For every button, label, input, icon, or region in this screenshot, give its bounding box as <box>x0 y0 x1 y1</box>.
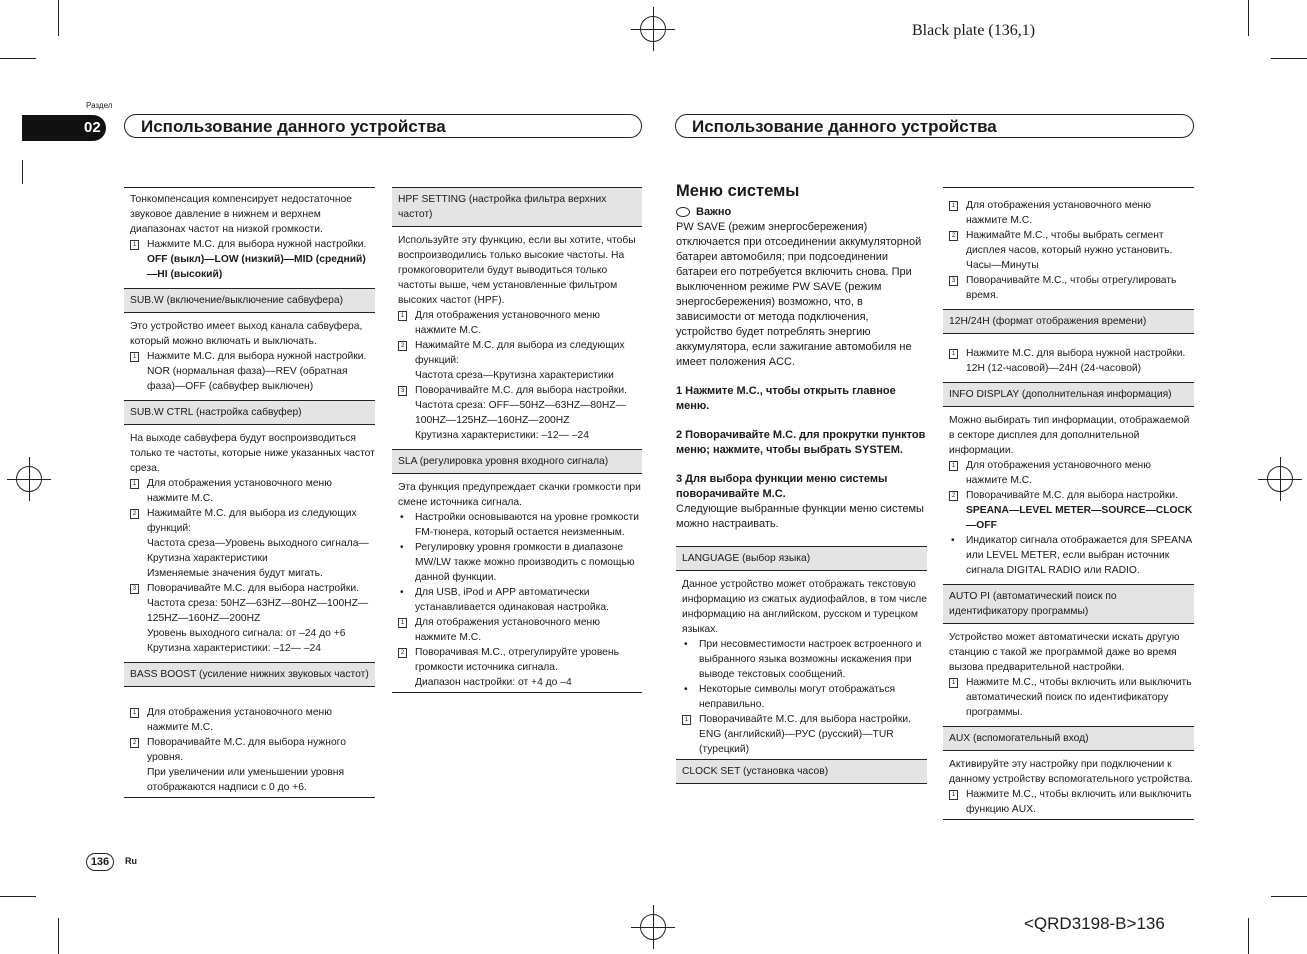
step-detail: Диапазон настройки: от +4 до –4 <box>392 675 642 693</box>
list-item: 1 Для отображения установочного меню нажмите M.C. <box>392 615 642 645</box>
list-item: 2 Поворачивайте M.C. для выбора настройки. <box>943 488 1194 503</box>
main-step: 1 Нажмите M.C., чтобы открыть главное меню. <box>676 385 896 412</box>
section-header: CLOCK SET (установка часов) <box>676 759 927 784</box>
plate-label: Black plate (136,1) <box>912 22 1036 39</box>
step-number-icon: 2 <box>398 341 407 351</box>
section-number: 02 <box>84 119 101 136</box>
paragraph: Используйте эту функцию, если вы хотите, чтобы воспроизводились только высокие частоты. На громкоговорители будут выводиться только частоты выше, чем установленные фильтром высоких частот (HPF). <box>398 235 636 306</box>
step-number-icon: 2 <box>949 491 958 501</box>
language-label: Ru <box>125 856 137 866</box>
loudness-intro: Тонкомпенсация компенсирует недостаточное звуковое давление в нижнем и верхнем диапазонах частот на низкой громкости. <box>130 194 352 235</box>
step-number-icon: 1 <box>682 715 691 725</box>
list-item: 2 Нажимайте M.C. для выбора из следующих функций: <box>392 338 642 368</box>
paragraph: Активируйте эту настройку при подключении к данному устройству вспомогательного устройства. <box>949 759 1193 785</box>
registration-mark <box>16 466 42 492</box>
bullet-item: • Индикатор сигнала отображается для SPEANA или LEVEL METER, если выбран источник сигнала DIGITAL RADIO или RADIO. <box>943 533 1194 578</box>
list-item: 2 Нажимайте M.C., чтобы выбрать сегмент дисплея часов, который нужно установить. <box>943 228 1194 258</box>
list-item: 2 Поворачивая M.C., отрегулируйте уровень громкости источника сигнала. <box>392 645 642 675</box>
registration-mark <box>640 914 666 940</box>
crop-mark <box>58 918 59 954</box>
step-detail: Частота среза—Уровень выходного сигнала—Крутизна характеристики <box>147 538 369 564</box>
section-header: BASS BOOST (усиление нижних звуковых частот) <box>124 662 375 687</box>
section-tab <box>22 115 106 141</box>
important-label: Важно <box>676 205 927 220</box>
step-number-icon: 1 <box>949 201 958 211</box>
section-label: Раздел <box>86 101 113 110</box>
crop-mark <box>1248 918 1249 954</box>
main-step: 2 Поворачивайте M.C. для прокрутки пунктов меню; нажмите, чтобы выбрать SYSTEM. <box>676 429 926 456</box>
step-detail: ENG (английский)—РУС (русский)—TUR (турецкий) <box>699 729 894 755</box>
step-detail: Крутизна характеристики: –12— –24 <box>147 643 321 654</box>
list-item: 3 Поворачивайте M.C. для выбора настройки. <box>124 581 375 596</box>
paragraph: Данное устройство может отображать текстовую информацию из сжатых аудиофайлов, в том числе информацию на английском, русском и турецком языках. <box>682 579 928 635</box>
bullet-item: • Для USB, iPod и APP автоматически устанавливается одинаковая настройка. <box>392 585 642 615</box>
header-right: Использование данного устройства <box>675 114 1194 138</box>
list-item: 1 Для отображения установочного меню нажмите M.C. <box>124 476 375 506</box>
list-item: 1 Нажмите M.C. для выбора нужной настройки. <box>943 346 1194 361</box>
list-item: 1 Поворачивайте M.C. для выбора настройки. <box>676 712 927 727</box>
main-step: 3 Для выбора функции меню системы поворачивайте M.C. <box>676 473 888 500</box>
step-number-icon: 3 <box>130 584 139 594</box>
step-detail: 12H (12-часовой)—24H (24-часовой) <box>966 363 1142 374</box>
step-number-icon: 1 <box>130 479 139 489</box>
paragraph: Устройство может автоматически искать другую станцию с такой же программой даже во время вызова предварительной настройки. <box>949 632 1180 673</box>
step-detail: Частота среза: OFF—50HZ—63HZ—80HZ—100HZ—125HZ—160HZ—200HZ <box>415 400 626 426</box>
bullet-item: • Некоторые символы могут отображаться неправильно. <box>676 682 927 712</box>
crop-mark <box>1248 0 1249 36</box>
step-detail: При увеличении или уменьшении уровня отображаются надписи с 0 до +6. <box>124 765 375 798</box>
step-number-icon: 3 <box>949 276 958 286</box>
crop-mark <box>58 0 59 36</box>
step-detail: Уровень выходного сигнала: от –24 до +6 <box>147 628 346 639</box>
important-text: PW SAVE (режим энергосбережения) отключается при отсоединении аккумуляторной батареи автомобиля; при подсоединении батареи его потребуется включить снова. При выключенном режиме PW SAVE (режим энергосбережения) возможно, что, в зависимости от метода подключения, устройство будет потреблять энергию аккумулятора, если зажигание автомобиля не имеет положения ACC. <box>676 221 922 368</box>
paragraph: Можно выбирать тип информации, отображаемой в секторе дисплея для дополнительной информации. <box>949 415 1190 456</box>
crop-mark <box>0 58 36 59</box>
section-header: SUB.W CTRL (настройка сабвуфер) <box>124 400 375 425</box>
option-list: SPEANA—LEVEL METER—SOURCE—CLOCK—OFF <box>966 505 1193 531</box>
step-number-icon: 2 <box>949 231 958 241</box>
step-number-icon: 1 <box>130 240 139 250</box>
step-number-icon: 1 <box>949 349 958 359</box>
section-title: Меню системы <box>676 182 800 200</box>
list-item: 3 Поворачивайте M.C., чтобы отрегулировать время. <box>943 273 1194 303</box>
list-item: 1 Нажмите M.C., чтобы включить или выключить функцию AUX. <box>943 787 1194 820</box>
section-header: SLA (регулировка уровня входного сигнала) <box>392 449 642 474</box>
paragraph: Это устройство имеет выход канала сабвуфера, который можно включать и выключать. <box>130 321 363 347</box>
paragraph: Следующие выбранные функции меню системы можно настраивать. <box>676 503 924 530</box>
step-detail: Частота среза—Крутизна характеристики <box>415 370 614 381</box>
crop-mark <box>1271 58 1307 59</box>
step-number-icon: 2 <box>398 648 407 658</box>
column-4 <box>943 187 1194 820</box>
step-number-icon: 1 <box>398 311 407 321</box>
section-header: HPF SETTING (настройка фильтра верхних частот) <box>392 187 642 227</box>
column-1 <box>124 187 375 798</box>
list-item: 2 Поворачивайте M.C. для выбора нужного уровня. <box>124 735 375 765</box>
crop-mark <box>22 160 23 184</box>
list-item: 1 Для отображения установочного меню нажмите M.C. <box>943 458 1194 488</box>
list-item: 1 Для отображения установочного меню нажмите M.C. <box>124 705 375 735</box>
header-left: Использование данного устройства <box>124 114 642 138</box>
bullet-item: • Настройки основываются на уровне громкости FM-тюнера, который остается неизменным. <box>392 510 642 540</box>
option-list: OFF (выкл)—LOW (низкий)—MID (средний)—HI (высокий) <box>147 254 366 280</box>
step-detail: Крутизна характеристики: –12— –24 <box>415 430 589 441</box>
registration-mark <box>640 16 666 42</box>
step-number-icon: 1 <box>130 352 139 362</box>
important-icon <box>676 207 690 217</box>
step-number-icon: 1 <box>949 678 958 688</box>
step-detail: Изменяемые значения будут мигать. <box>147 568 323 579</box>
section-header: 12H/24H (формат отображения времени) <box>943 309 1194 334</box>
list-item: 1 Нажмите M.C. для выбора нужной настройки. <box>124 237 375 252</box>
list-item: 1 Для отображения установочного меню нажмите M.C. <box>392 308 642 338</box>
step-number-icon: 1 <box>949 790 958 800</box>
document-code: <QRD3198-B>136 <box>1024 914 1165 933</box>
crop-mark <box>0 896 36 897</box>
step-number-icon: 1 <box>949 461 958 471</box>
paragraph: Эта функция предупреждает скачки громкости при смене источника сигнала. <box>398 482 641 508</box>
step-number-icon: 1 <box>398 618 407 628</box>
step-number-icon: 1 <box>130 708 139 718</box>
section-header: SUB.W (включение/выключение сабвуфера) <box>124 288 375 313</box>
registration-mark <box>1267 466 1293 492</box>
step-number-icon: 3 <box>398 386 407 396</box>
section-header: LANGUAGE (выбор языка) <box>676 546 927 571</box>
list-item: 1 Для отображения установочного меню нажмите M.C. <box>943 198 1194 228</box>
step-detail: Часы—Минуты <box>966 260 1039 271</box>
section-header: AUX (вспомогательный вход) <box>943 726 1194 751</box>
step-number-icon: 2 <box>130 738 139 748</box>
page-number: 136 <box>86 853 114 871</box>
list-item: 2 Нажимайте M.C. для выбора из следующих функций: <box>124 506 375 536</box>
column-3 <box>676 184 927 790</box>
step-detail: Частота среза: 50HZ—63HZ—80HZ—100HZ—125HZ—160HZ—200HZ <box>147 598 369 624</box>
paragraph: На выходе сабвуфера будут воспроизводиться только те частоты, которые ниже указанных частот среза. <box>130 433 375 474</box>
bullet-item: • Регулировку уровня громкости в диапазоне MW/LW также можно производить с помощью данной функции. <box>392 540 642 585</box>
crop-mark <box>1271 896 1307 897</box>
option-list: NOR (нормальная фаза)—REV (обратная фаза)—OFF (сабвуфер выключен) <box>147 366 348 392</box>
step-number-icon: 2 <box>130 509 139 519</box>
bullet-item: • При несовместимости настроек встроенного и выбранного языка возможны искажения при выводе текстовых сообщений. <box>676 637 927 682</box>
list-item: 1 Нажмите M.C., чтобы включить или выключить автоматический поиск по идентификатору программы. <box>943 675 1194 720</box>
section-header: AUTO PI (автоматический поиск по идентификатору программы) <box>943 584 1194 624</box>
list-item: 3 Поворачивайте M.C. для выбора настройки. <box>392 383 642 398</box>
column-2 <box>392 187 642 693</box>
section-header: INFO DISPLAY (дополнительная информация) <box>943 382 1194 407</box>
list-item: 1 Нажмите M.C. для выбора нужной настройки. <box>124 349 375 364</box>
